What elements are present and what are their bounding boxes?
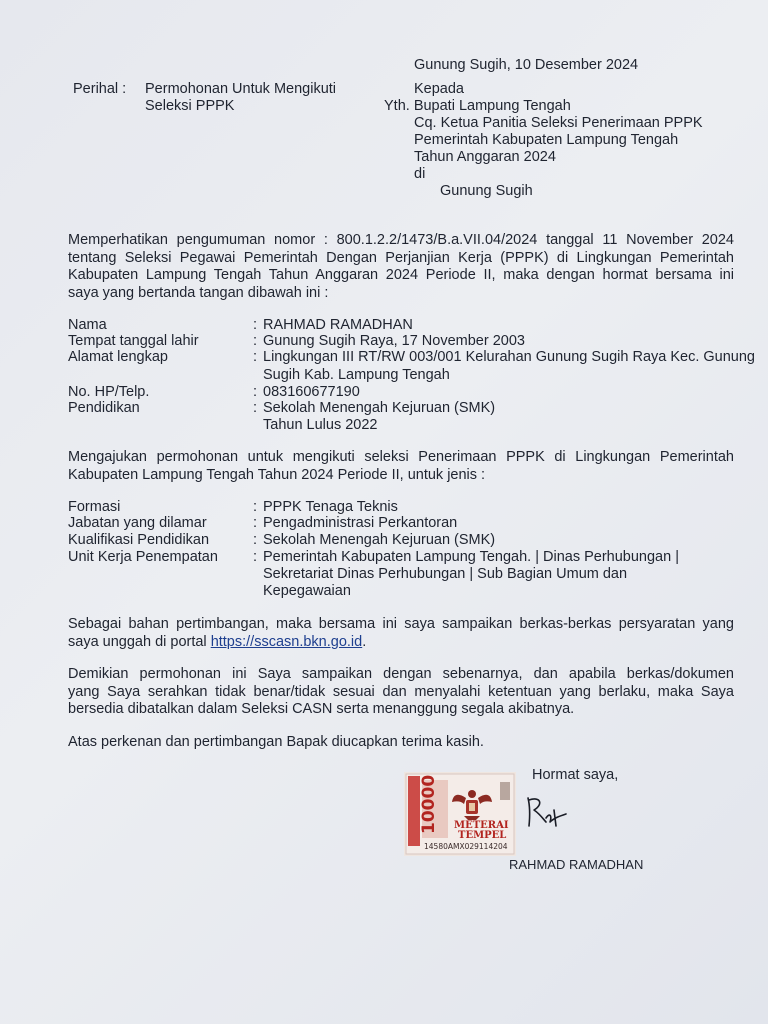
field-value: Gunung Sugih Raya, 17 November 2003 xyxy=(263,333,525,349)
subject-line-1: Permohonan Untuk Mengikuti xyxy=(145,81,337,97)
signature xyxy=(510,792,570,832)
field-colon: : xyxy=(253,515,258,531)
intro-line: Memperhatikan pengumuman nomor : 800.1.2.2/1473/B.a.VII.04/2024 tanggal 11 November 2024 xyxy=(68,232,734,248)
declaration-line: Demikian permohonan ini Saya sampaikan dengan sebenarnya, dan apabila berkas/dokumen xyxy=(68,666,734,682)
recipient-yth: Yth. Bupati Lampung Tengah xyxy=(384,98,571,114)
recipient-place: Gunung Sugih xyxy=(440,183,533,199)
meterai-stamp-graphic xyxy=(404,772,516,856)
declaration-line: bersedia dibatalkan dalam Seleksi CASN serta menanggung segala akibatnya. xyxy=(68,701,575,717)
intro-paragraph xyxy=(68,232,734,302)
field-value: Tahun Lulus 2022 xyxy=(263,417,378,433)
recipient-line-4: Tahun Anggaran 2024 xyxy=(414,149,556,165)
request-line: Mengajukan permohonan untuk mengikuti seleksi Penerimaan PPPK di Lingkungan Pemerintah xyxy=(68,449,734,465)
field-value: 083160677190 xyxy=(263,384,360,400)
field-label: Nama xyxy=(68,317,107,333)
signer-name: RAHMAD RAMADHAN xyxy=(509,857,644,872)
sscasn-portal-link[interactable]: https://sscasn.bkn.go.id xyxy=(210,633,363,650)
field-label: Kualifikasi Pendidikan xyxy=(68,532,210,548)
field-value: Sekolah Menengah Kejuruan (SMK) xyxy=(263,532,496,548)
field-label: Pendidikan xyxy=(68,400,140,416)
signature-scribble-icon xyxy=(510,792,570,832)
field-label: Unit Kerja Penempatan xyxy=(68,549,218,565)
consideration-paragraph xyxy=(68,616,734,651)
field-value: RAHMAD RAMADHAN xyxy=(263,317,413,333)
field-colon: : xyxy=(253,532,258,548)
field-label: Formasi xyxy=(68,499,121,515)
intro-line: saya yang bertanda tangan dibawah ini : xyxy=(68,284,329,301)
subject-line-2: Seleksi PPPK xyxy=(145,98,235,114)
intro-line: Kabupaten Lampung Tengah Tahun Anggaran 2024 Periode II, maka dengan hormat bersama ini xyxy=(68,267,734,283)
field-value: Sekretariat Dinas Perhubungan | Sub Bagian Umum dan xyxy=(263,566,628,582)
field-value: Sugih Kab. Lampung Tengah xyxy=(263,367,450,383)
request-line: Kabupaten Lampung Tengah Tahun 2024 Periode II, untuk jenis : xyxy=(68,466,486,483)
request-paragraph xyxy=(68,449,734,484)
consideration-suffix: . xyxy=(362,633,367,650)
stamp-label-1: METERAI xyxy=(454,820,509,831)
field-colon: : xyxy=(253,400,258,416)
recipient-kepada: Kepada xyxy=(414,81,464,97)
field-value: Sekolah Menengah Kejuruan (SMK) xyxy=(263,400,496,416)
letter-date: Gunung Sugih, 10 Desember 2024 xyxy=(414,57,639,73)
consideration-prefix: saya unggah di portal xyxy=(68,633,211,650)
recipient-line-2: Cq. Ketua Panitia Seleksi Penerimaan PPPK xyxy=(414,115,703,131)
stamp-serial: 14580AMX029114204 xyxy=(424,842,508,851)
declaration-line: yang Saya serahkan tidak benar/tidak sesuai dan menyalahi ketentuan yang berlaku, maka Saya xyxy=(68,683,734,700)
stamp-label-2: TEMPEL xyxy=(458,830,507,841)
recipient-di: di xyxy=(414,166,426,182)
field-colon: : xyxy=(253,549,258,565)
recipient-line-3: Pemerintah Kabupaten Lampung Tengah xyxy=(414,132,679,148)
field-value: PPPK Tenaga Teknis xyxy=(263,499,398,515)
field-label: No. HP/Telp. xyxy=(68,384,150,400)
signoff: Hormat saya, xyxy=(532,767,619,783)
field-label: Jabatan yang dilamar xyxy=(68,515,207,531)
field-colon: : xyxy=(253,499,258,515)
field-value: Pemerintah Kabupaten Lampung Tengah. | Dinas Perhubungan | xyxy=(263,549,679,565)
field-colon: : xyxy=(253,333,258,349)
closing-sentence: Atas perkenan dan pertimbangan Bapak diucapkan terima kasih. xyxy=(68,734,484,750)
declaration-paragraph xyxy=(68,666,734,719)
field-value: Lingkungan III RT/RW 003/001 Kelurahan Gunung Sugih Raya Kec. Gunung xyxy=(263,349,755,365)
field-value: Pengadministrasi Perkantoran xyxy=(263,515,458,531)
field-value: Kepegawaian xyxy=(263,583,351,599)
subject-label: Perihal : xyxy=(73,81,127,97)
field-label: Alamat lengkap xyxy=(68,349,168,365)
meterai-stamp xyxy=(404,772,516,856)
field-colon: : xyxy=(253,317,258,333)
consideration-line: Sebagai bahan pertimbangan, maka bersama ini saya sampaikan berkas-berkas persyaratan yang xyxy=(68,616,734,632)
consideration-line xyxy=(68,634,734,652)
field-colon: : xyxy=(253,349,258,365)
intro-line: tentang Seleksi Pegawai Pemerintah Dengan Perjanjian Kerja (PPPK) di Lingkungan Pemerintah xyxy=(68,249,734,266)
field-label: Tempat tanggal lahir xyxy=(68,333,199,349)
stamp-value: 10000 xyxy=(419,774,439,834)
field-colon: : xyxy=(253,384,258,400)
